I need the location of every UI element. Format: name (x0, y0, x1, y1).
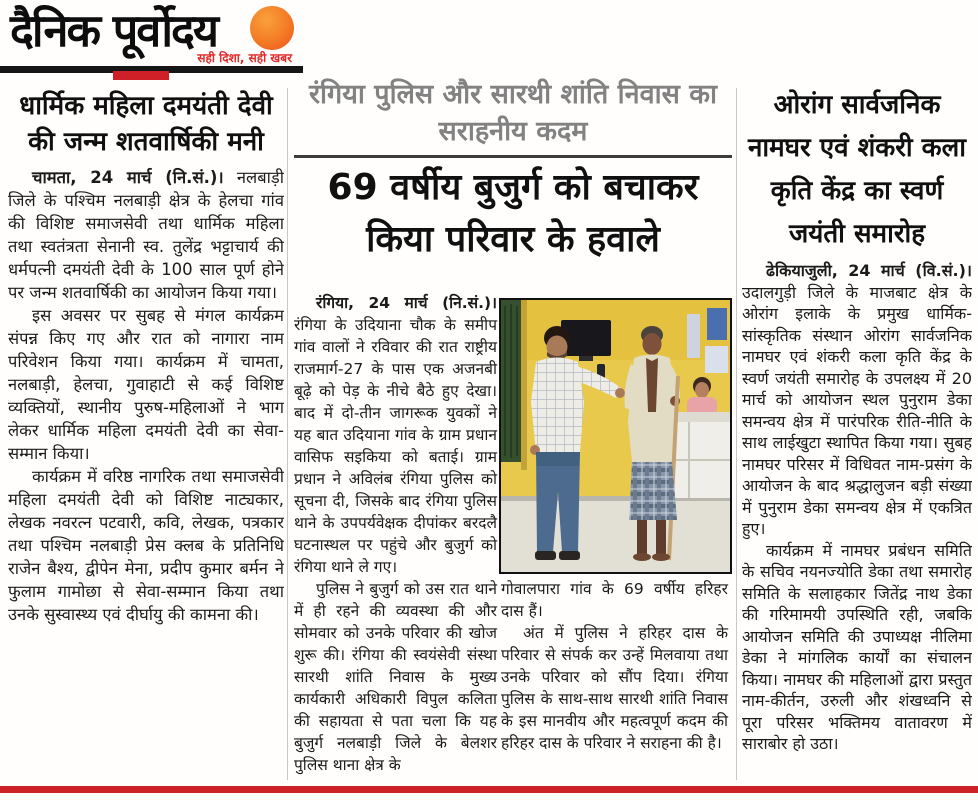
article-left (8, 86, 284, 782)
article-center-continuation (501, 578, 728, 754)
article-center-kicker-wrap (294, 76, 732, 158)
dateline: रंगिया, 24 मार्च (नि.सं.)। (316, 294, 497, 312)
column-divider (287, 88, 288, 780)
newspaper-tagline: सही दिशा, सही खबर (197, 51, 292, 65)
article-center (294, 76, 732, 786)
article-right (742, 84, 972, 786)
article-paragraph (742, 260, 972, 540)
news-photo (499, 298, 732, 574)
article-center-headline: 69 वर्षीय बुजुर्ग को बचाकर किया परिवार के हवाले (327, 167, 699, 260)
bottom-rule (0, 786, 978, 793)
paragraph-text: नलबाड़ी जिले के पश्चिम नलबाड़ी क्षेत्र के हेलचा गांव की विशिष्ट समाजसेवी तथा धार्मिक महिला तथा स्वतंत्रता सेनानी स्व. तुलेंद्र भट्टाचार्य की धर्मपत्नी दमयंती देवी के 100 साल पूर्ण होने पर जन्म शतवार्षिकी का आयोजन किया गया। (8, 168, 284, 302)
article-paragraph: पुलिस ने बुजुर्ग को उस रात थाने में ही रहने की व्यवस्था की और सोमवार को उनके परिवार की खोज शुरू की। रंगिया की स्वयंसेवी संस्था सारथी शांति निवास के मुख्य कार्यकारी अधिकारी विपुल कलिता की सहायता से पता चला कि यह बुजुर्ग नलबाड़ी जिले के बेलशर पुलिस थाना क्षेत्र के (294, 580, 497, 774)
article-paragraph: कार्यक्रम में वरिष्ठ नागरिक तथा समाजसेवी महिला दमयंती देवी को विशिष्ट नाट्यकार, लेखक नवरत्न पटवारी, कवि, लेखक, पत्रकार तथा पश्चिम नलबाड़ी प्रेस क्लब के प्रतिनिधि राजेन बैश्य, द्वीपेन मेना, प्रदीप कुमार बर्मन ने फुलाम गामोछा से सेवा-सम्मान किया तथा उनके सुस्वास्थ्य एवं दीर्घायु की कामना की। (8, 467, 284, 624)
news-photo-illustration (501, 300, 730, 572)
article-paragraph (8, 166, 284, 304)
article-paragraph: इस अवसर पर सुबह से मंगल कार्यक्रम संपन्न किए गए और रात को नागारा नाम परिवेशन किया गया। कार्यक्रम में चामता, नलबाड़ी, हेलचा, गुवाहाटी से कई विशिष्ट व्यक्तियों, स्थानीय पुरुष-महिलाओं ने भाग लेकर धार्मिक महिला दमयंती देवी का सेवा-सम्मान किया। (8, 306, 284, 463)
article-center-body (294, 292, 497, 776)
article-paragraph: अंत में पुलिस ने हरिहर दास के परिवार से संपर्क कर उन्हें मिलवाया तथा उनके परिवार को सौंप दिया। रंगिया पुलिस के साथ-साथ सारथी शांति निवास के इस मानवीय और महत्वपूर्ण कदम की हरिहर दास के परिवार ने सराहना की है। (501, 624, 728, 752)
article-paragraph: कार्यक्रम में नामघर प्रबंधन समिति के सचिव नयनज्योति डेका तथा समारोह समिति के सलाहकार जितेंद्र नाथ डेका की गरिमामयी उपस्थिति रही, जबकि आयोजन समिति की उपाध्यक्ष नीलिमा डेका ने मांगलिक कार्यों का संचालन किया। नामघर की महिलाओं द्वारा प्रस्तुत नाम-कीर्तन, उरुली और शंखध्वनि से पूरा परिसर भक्तिमय वातावरण में साराबोर हो उठा। (742, 540, 972, 753)
newspaper-title: दैनिक पूर्वोदय (10, 4, 217, 57)
article-left-body (8, 166, 284, 626)
article-right-body (742, 260, 972, 755)
paragraph-text: उदालगुड़ी जिले के माजबाट क्षेत्र के ओरांग इलाके के प्रमुख धार्मिक-सांस्कृतिक संस्थान ओरांग सार्वजनिक नामघर एवं शंकरी कला कृति केंद्र के स्वर्ण जयंती समारोह के उपलक्ष्य में 20 मार्च को आयोजन स्थल पुनुराम डेका समन्वय क्षेत्र में पारंपरिक रीति-नीति के साथ लाईखुटा स्थापित किया गया। सुबह नामघर परिसर में विधिवत नाम-प्रसंग के आयोजन के बाद श्रद्धालुजन बड़ी संख्या में पुनुराम डेका समन्वय क्षेत्र में एकत्रित हुए। (742, 282, 972, 538)
column-divider (736, 88, 737, 780)
article-paragraph (294, 292, 497, 578)
article-center-kicker: रंगिया पुलिस और सारथी शांति निवास का सराहनीय कदम (294, 76, 732, 158)
article-left-headline: धार्मिक महिला दमयंती देवी की जन्म शतवार्षिकी मनी (19, 91, 273, 157)
dateline: ढेकियाजुली, 24 मार्च (वि.सं.)। (766, 261, 972, 280)
photo-caption: गोवालपारा गांव के 69 वर्षीय हरिहर दास हैं। (501, 580, 728, 620)
dateline: चामता, 24 मार्च (नि.सं.)। (32, 168, 224, 187)
article-right-headline: ओरांग सार्वजनिक नामघर एवं शंकरी कला कृति केंद्र का स्वर्ण जयंती समारोह (747, 90, 967, 249)
paragraph-text: रंगिया के उदियाना चौक के समीप गांव वालों ने रविवार की रात राष्ट्रीय राजमार्ग-27 के पास एक अजनबी बूढ़े को पेड़ के नीचे बैठे हुए देखा। बाद में दो-तीन जागरूक युवकों ने यह बात उदियाना गांव के ग्राम प्रधान वासिफ सइकिया को बताई। ग्राम प्रधान ने अविलंब रंगिया पुलिस को सूचना दी, जिसके बाद रंगिया पुलिस थाने के उपपर्यवेक्षक दीपांकर बरदलै घटनास्थल पर पहुंचे और बुजुर्ग को रंगिया थाने ले गए। (294, 316, 497, 576)
masthead-ribbon (113, 71, 169, 80)
